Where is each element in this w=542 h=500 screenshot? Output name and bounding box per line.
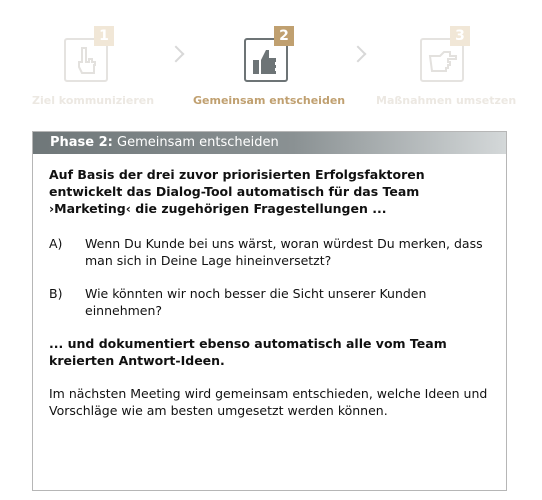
question-text: Wie könnten wir noch besser die Sicht unserer Kunden einnehmen? bbox=[85, 286, 427, 318]
panel-header bbox=[33, 132, 506, 154]
step-2-label: Gemeinsam entscheiden bbox=[193, 94, 346, 107]
thumbs-up-icon bbox=[250, 46, 282, 78]
step-3-label: Maßnahmen umsetzen bbox=[376, 94, 517, 107]
question-a bbox=[49, 235, 490, 269]
pointing-up-hand-icon bbox=[70, 46, 102, 78]
progress-steps bbox=[0, 0, 542, 120]
pointing-hand-icon bbox=[426, 46, 458, 78]
intro-text: Auf Basis der drei zuvor priorisierten Erfolgsfaktoren entwickelt das Dialog-Tool automatisch für das Team ›Marketing‹ die zugehörigen Fragestellungen ... bbox=[49, 167, 425, 216]
step-2-number: 2 bbox=[274, 26, 294, 46]
closing-text: Im nächsten Meeting wird gemeinsam entschieden, welche Ideen und Vorschläge wie am besten umgesetzt werden können. bbox=[49, 386, 488, 418]
step-2[interactable] bbox=[238, 26, 298, 86]
step-1-number: 1 bbox=[94, 26, 114, 46]
question-b bbox=[49, 285, 490, 319]
panel-body bbox=[33, 154, 506, 419]
chevron-right-icon bbox=[350, 46, 367, 63]
step-3-number: 3 bbox=[450, 26, 470, 46]
phase-panel bbox=[32, 131, 507, 491]
step-3[interactable] bbox=[414, 26, 474, 86]
question-letter: A) bbox=[49, 236, 63, 251]
documented-text: ... und dokumentiert ebenso automatisch alle vom Team kreierten Antwort-Ideen. bbox=[49, 336, 447, 368]
step-1-label: Ziel kommunizieren bbox=[32, 94, 155, 107]
panel-header-phase: Phase 2: bbox=[50, 135, 113, 150]
question-text: Wenn Du Kunde bei uns wärst, woran würdest Du merken, dass man sich in Deine Lage hineinversetzt? bbox=[85, 236, 483, 268]
panel-header-title: Gemeinsam entscheiden bbox=[112, 135, 279, 150]
chevron-right-icon bbox=[168, 46, 185, 63]
step-1[interactable] bbox=[58, 26, 118, 86]
question-letter: B) bbox=[49, 286, 63, 301]
